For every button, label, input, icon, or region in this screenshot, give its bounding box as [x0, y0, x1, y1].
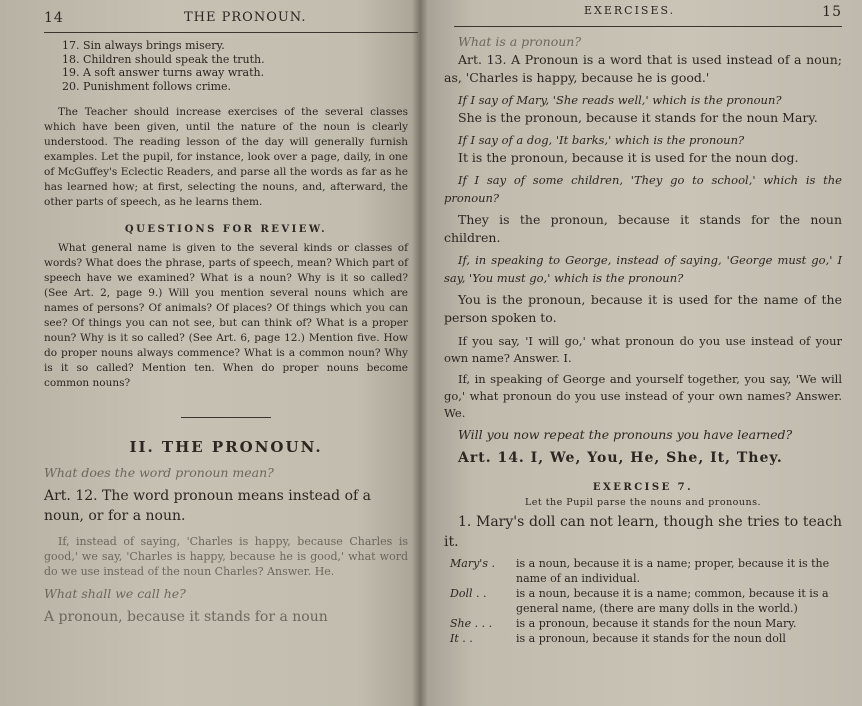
example-george-answer: You is the pronoun, because it is used for the name of the person spoken to.: [444, 292, 842, 325]
review-questions: What general name is given to the several kinds or classes of words? What does the phrase, parts of speech, mean? Which part of speech have we examined? What is a noun? Why is it so called? (See Art. 2, page 9.) Will you mention several nouns which are names of persons? Of animals? Of places? Of things which you can see? Of things you can not see, but can think of? What is a proper noun? Why is it so called? (See Art. 6, page 12.) Mention five. How do proper nouns always commence? What is a common noun? Why is it so called? Mention ten. When do proper nouns become common nouns?: [44, 242, 408, 389]
own-name-question: If you say, 'I will go,' what pronoun do you use instead of your own name? Answer. I.: [444, 334, 842, 365]
parse-table: [450, 556, 842, 646]
header-rule: [454, 26, 842, 27]
question-pronoun-meaning: What does the word pronoun mean?: [44, 465, 274, 480]
example-charles: If, instead of saying, 'Charles is happy, because Charles is good,' we say, 'Charles is happy, because he is good,' what word do we use instead of the noun Charles? Answer. He.: [44, 535, 408, 578]
section-title: II. THE PRONOUN.: [129, 438, 323, 456]
parse-word: She . . .: [450, 617, 493, 630]
list-item: 20. Punishment follows crime.: [62, 79, 232, 93]
parse-word: Mary's .: [450, 557, 495, 570]
example-mary-answer: She is the pronoun, because it stands for the noun Mary.: [458, 110, 818, 125]
example-children-question: If I say of some children, 'They go to school,' which is the pronoun?: [444, 173, 842, 205]
example-mary-question: If I say of Mary, 'She reads well,' which is the pronoun?: [458, 93, 782, 107]
parse-text: is a noun, because it is a name; proper, because it is the name of an individual.: [516, 557, 830, 585]
book-gutter: [412, 0, 428, 706]
header-rule: [44, 32, 418, 33]
right-page-header: [444, 4, 842, 24]
left-page-header: [44, 10, 408, 30]
question-call-he: What shall we call he?: [44, 586, 186, 601]
review-heading: QUESTIONS FOR REVIEW.: [124, 224, 328, 235]
page-number: 15: [822, 4, 842, 20]
page-number: 14: [44, 10, 64, 26]
section-divider: [181, 417, 271, 418]
exercise-sentence: 1. Mary's doll can not learn, though she tries to teach it.: [444, 514, 842, 550]
right-page: [420, 0, 862, 706]
left-page: [0, 0, 420, 706]
article-14: Art. 14. I, We, You, He, She, It, They.: [458, 450, 783, 466]
article-13: Art. 13. A Pronoun is a word that is used instead of a noun; as, 'Charles is happy, because he is good.': [444, 52, 842, 85]
example-children-answer: They is the pronoun, because it stands for the noun children.: [444, 212, 842, 245]
exercise-heading: EXERCISE 7.: [592, 482, 694, 493]
example-dog-answer: It is the pronoun, because it is used for the noun dog.: [458, 150, 799, 165]
parse-word: Doll . .: [450, 587, 487, 600]
sentence-list: [62, 39, 408, 93]
list-item: 18. Children should speak the truth.: [62, 52, 265, 66]
answer-pronoun: A pronoun, because it stands for a noun: [44, 609, 328, 625]
parse-text: is a pronoun, because it stands for the noun Mary.: [516, 617, 797, 630]
repeat-question: Will you now repeat the pronouns you have learned?: [458, 427, 793, 442]
question-what-pronoun: What is a pronoun?: [458, 34, 582, 49]
exercise-instruction: Let the Pupil parse the nouns and pronouns.: [524, 497, 762, 508]
example-george-question: If, in speaking to George, instead of saying, 'George must go,' I say, 'You must go,' which is the pronoun?: [444, 253, 842, 285]
together-question: If, in speaking of George and yourself together, you say, 'We will go,' what pronoun do you use instead of your own names? Answer. We.: [444, 372, 842, 420]
example-dog-question: If I say of a dog, 'It barks,' which is the pronoun?: [458, 133, 745, 147]
running-title: EXERCISES.: [584, 4, 676, 17]
teacher-note: The Teacher should increase exercises of the several classes which have been given, until the nature of the noun is clearly understood. The reading lesson of the day will generally furnish examples. Let the pupil, for instance, look over a page, daily, in one of McGuffey's Eclectic Readers, and parse all the words as far as he has learned how; at first, selecting the nouns, and, afterward, the other parts of speech, as he learns them.: [44, 106, 408, 208]
article-12: Art. 12. The word pronoun means instead of a noun, or for a noun.: [44, 488, 371, 524]
parse-word: It . .: [450, 632, 473, 645]
list-item: 19. A soft answer turns away wrath.: [62, 66, 265, 79]
running-title: THE PRONOUN.: [184, 10, 307, 25]
parse-text: is a noun, because it is a name; common, because it is a general name, (there are many dolls in the world.): [516, 587, 829, 615]
parse-text: is a pronoun, because it stands for the noun doll: [516, 632, 786, 645]
list-item: 17. Sin always brings misery.: [62, 39, 225, 52]
